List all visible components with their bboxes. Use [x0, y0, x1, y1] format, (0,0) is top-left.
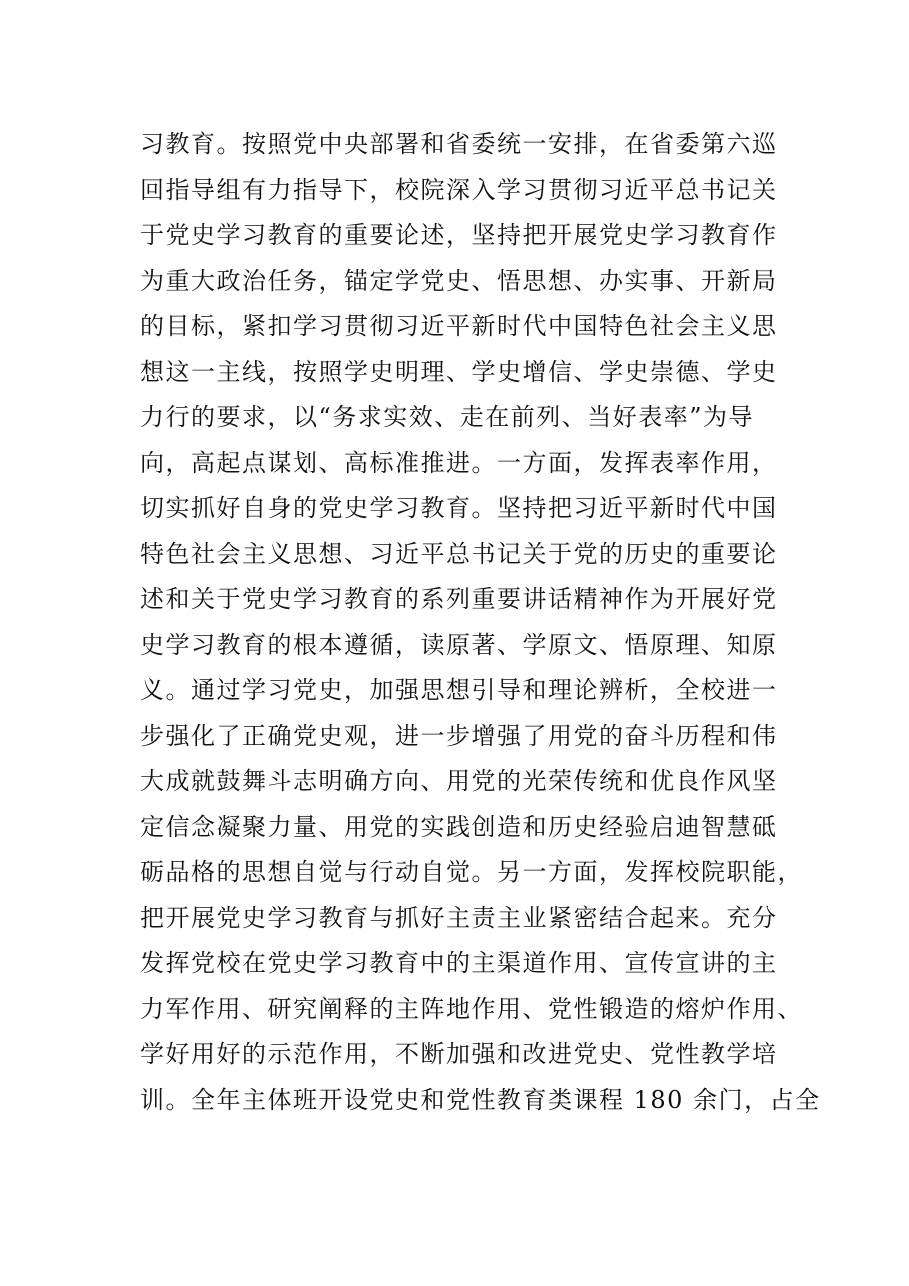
text-line: 大成就鼓舞斗志明确方向、用党的光荣传统和优良作风坚: [140, 767, 778, 795]
text-line: 回指导组有力指导下，校院深入学习贯彻习近平总书记关: [140, 175, 778, 204]
text-line: 力军作用、研究阐释的主阵地作用、党性锻造的熔炉作用、: [140, 994, 803, 1023]
text-line: 向，高起点谋划、高标准推进。一方面，发挥表率作用，: [140, 448, 778, 477]
text-line: 把开展党史学习教育与抓好主责主业紧密结合起来。充分: [140, 903, 778, 932]
text-line: 想这一主线，按照学史明理、学史增信、学史崇德、学史: [140, 357, 778, 386]
text-line: 训。全年主体班开设党史和党性教育类课程 180 余门，占全: [140, 1085, 821, 1114]
text-line: 砺品格的思想自觉与行动自觉。另一方面，发挥校院职能，: [140, 858, 803, 886]
text-line: 学好用好的示范作用，不断加强和改进党史、党性教学培: [140, 1040, 778, 1068]
text-line: 于党史学习教育的重要论述，坚持把开展党史学习教育作: [140, 221, 778, 249]
text-line: 步强化了正确党史观，进一步增强了用党的奋斗历程和伟: [140, 721, 778, 750]
text-line: 习教育。按照党中央部署和省委统一安排，在省委第六巡: [140, 130, 778, 158]
body-text: [140, 122, 821, 1123]
text-line: 发挥党校在党史学习教育中的主渠道作用、宣传宣讲的主: [140, 949, 778, 977]
text-line: 述和关于党史学习教育的系列重要讲话精神作为开展好党: [140, 585, 778, 613]
text-line: 史学习教育的根本遵循，读原著、学原文、悟原理、知原: [140, 630, 778, 659]
text-line: 力行的要求，以“务求实效、走在前列、当好表率”为导: [140, 403, 755, 431]
text-line: 为重大政治任务，锚定学党史、悟思想、办实事、开新局: [140, 266, 778, 295]
text-line: 的目标，紧扣学习贯彻习近平新时代中国特色社会主义思: [140, 312, 778, 340]
text-line: 义。通过学习党史，加强思想引导和理论辨析，全校进一: [140, 676, 778, 704]
text-line: 定信念凝聚力量、用党的实践创造和历史经验启迪智慧砥: [140, 812, 778, 841]
text-line: 特色社会主义思想、习近平总书记关于党的历史的重要论: [140, 539, 778, 568]
text-line: 切实抓好自身的党史学习教育。坚持把习近平新时代中国: [140, 494, 778, 522]
